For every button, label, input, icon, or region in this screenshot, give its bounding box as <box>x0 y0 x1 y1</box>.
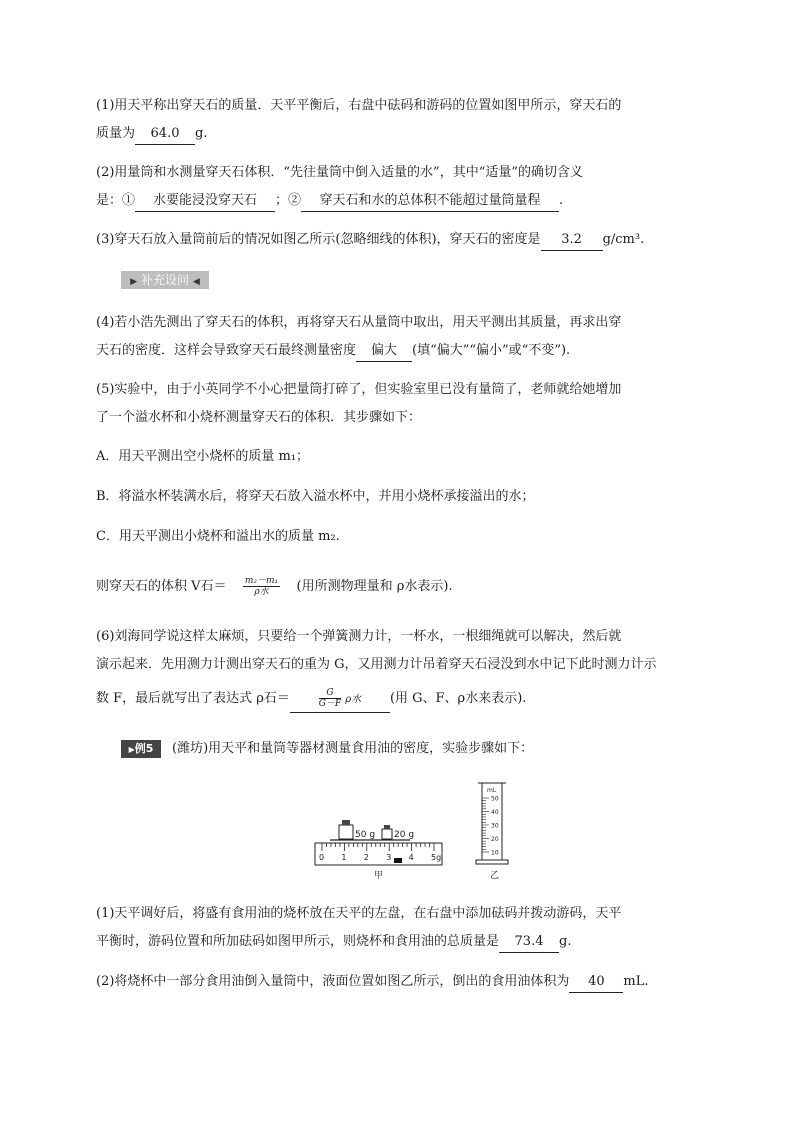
q6-line1: (6)刘海同学说这样太麻烦，只要给一个弹簧测力计，一杯水，一根细绳就可以解决，然后就 <box>96 629 622 644</box>
q2-end: . <box>559 193 564 208</box>
cylinder-tick-label: 10 <box>491 849 499 857</box>
scale-tick-label: 3 <box>386 853 392 862</box>
q6-fraction <box>319 688 341 709</box>
cylinder-tick-label: 40 <box>491 809 499 816</box>
example-tag <box>121 740 161 758</box>
q4-line2 <box>96 341 696 362</box>
ex5-q2-line <box>96 972 696 993</box>
q1-prefix: 质量为 <box>96 126 136 141</box>
ex5-q2-answer: 40 <box>569 972 623 993</box>
example-label: 例5 <box>134 742 154 755</box>
q5-fraction-denominator: ρ水 <box>254 587 269 597</box>
supplement-tag <box>121 271 209 289</box>
q1-unit: g. <box>195 126 208 141</box>
q5-fraction <box>243 576 280 597</box>
example-text: (潍坊)用天平和量筒等器材测量食用油的密度，实验步骤如下： <box>172 741 534 756</box>
ex5-q1-unit: g. <box>559 934 572 949</box>
scale-tick-label: 0 <box>319 853 325 862</box>
cylinder-tick-label: 30 <box>491 822 499 830</box>
scale-tick-label: 1 <box>341 853 347 862</box>
label-yi: 乙 <box>490 871 500 880</box>
q2-prefix: 是：① <box>96 193 136 208</box>
q6-prefix: 数 F，最后就写出了表达式 ρ石＝ <box>96 691 290 706</box>
ex5-q1-prefix: 平衡时，游码位置和所加砝码如图甲所示，则烧杯和食用油的总质量是 <box>96 934 500 949</box>
q6-fraction-denominator: G－F <box>318 699 342 709</box>
ex5-q2-prefix: (2)将烧杯中一部分食用油倒入量筒中，液面位置如图乙所示，倒出的食用油体积为 <box>96 974 570 989</box>
q5-step-b: B．将溢水杯装满水后，将穿天石放入溢水杯中，并用小烧杯承接溢出的水； <box>96 489 535 504</box>
q2-answer-2: 穿天石和水的总体积不能超过量筒量程 <box>301 191 559 212</box>
q6-end: (用 G、F、ρ水来表示). <box>389 691 527 706</box>
measuring-cylinder <box>476 783 508 864</box>
q6-rho-water: ρ水 <box>345 694 362 705</box>
q6-line3 <box>96 687 696 713</box>
cylinder-tick-label: 50 <box>491 795 499 803</box>
ex5-q1-line2 <box>96 932 696 953</box>
q4-line1: (4)若小浩先测出了穿天石的体积，再将穿天石从量筒中取出，用天平测出其质量，再求出穿 <box>96 315 622 330</box>
ex5-q2-unit: mL. <box>623 974 649 989</box>
figure-balance-cylinder <box>310 780 520 880</box>
triangle-right-icon: ▶ <box>130 277 138 287</box>
weight-20g <box>382 825 392 839</box>
label-jia: 甲 <box>374 871 384 880</box>
weight-50g-label: 50 g <box>355 830 376 840</box>
triangle-left-icon: ◀ <box>192 277 200 287</box>
q4-answer: 偏大 <box>356 341 412 362</box>
weight-20g-label: 20 g <box>394 830 415 840</box>
q5-volume-line <box>96 575 696 599</box>
cylinder-tick-label: 20 <box>491 836 499 843</box>
q5-line2: 了一个溢水杯和小烧杯测量穿天石的体积．其步骤如下： <box>96 410 422 425</box>
rider-slider <box>394 858 402 863</box>
q5-step-a: A．用天平测出空小烧杯的质量 m₁； <box>96 449 310 464</box>
q4-end: (填“偏大”“偏小”或“不变”). <box>412 343 571 358</box>
q1-line2 <box>96 124 696 145</box>
q1-line1: (1)用天平称出穿天石的质量．天平平衡后，右盘中砝码和游码的位置如图甲所示，穿天石的 <box>96 98 622 113</box>
scale-tick-label: 4 <box>408 853 414 862</box>
balance-beam-scale <box>315 843 442 865</box>
scale-tick-label: 2 <box>363 853 369 862</box>
q5-fraction-numerator: m₂－m₁ <box>244 576 279 586</box>
q2-line2 <box>96 191 696 212</box>
q5-volume-prefix: 则穿天石的体积 V石＝ <box>96 579 227 594</box>
q2-line1: (2)用量筒和水测量穿天石体积．“先往量筒中倒入适量的水”，其中“适量”的确切含义 <box>96 165 583 180</box>
q3-answer: 3.2 <box>541 230 603 251</box>
ex5-q1-answer: 73.4 <box>499 932 559 953</box>
q2-mid: ；② <box>275 193 302 208</box>
q3-line <box>96 230 696 251</box>
cylinder-ticks <box>482 796 499 857</box>
q1-answer: 64.0 <box>135 124 195 145</box>
q6-line2: 演示起来．先用测力计测出穿天石的重为 G，又用测力计吊着穿天石浸没到水中记下此时测力计示 <box>96 657 657 672</box>
q3-prefix: (3)穿天石放入量筒前后的情况如图乙所示(忽略细线的体积)，穿天石的密度是 <box>96 232 541 247</box>
weight-50g <box>339 820 353 839</box>
q5-volume-answer <box>227 575 297 599</box>
q5-volume-end: (用所测物理量和 ρ水表示). <box>296 579 453 594</box>
q6-fraction-numerator: G <box>319 688 341 699</box>
q6-answer <box>290 687 390 713</box>
q2-answer-1: 水要能浸没穿天石 <box>135 191 275 212</box>
q3-unit: g/cm³. <box>602 232 645 247</box>
triangle-right-icon: ▶ <box>128 745 135 754</box>
cylinder-unit: mL <box>487 787 497 794</box>
ex5-q1-line1: (1)天平调好后，将盛有食用油的烧杯放在天平的左盘，在右盘中添加砝码并拨动游码，天平 <box>96 906 622 921</box>
q4-prefix: 天石的密度．这样会导致穿天石最终测量密度 <box>96 343 357 358</box>
q5-step-c: C．用天平测出小烧杯和溢出水的质量 m₂. <box>96 529 340 544</box>
scale-tick-label: 5g <box>431 853 442 862</box>
q5-line1: (5)实验中，由于小英同学不小心把量筒打碎了，但实验室里已没有量筒了，老师就给她增加 <box>96 382 622 397</box>
supplement-label: 补充设问 <box>140 273 189 287</box>
